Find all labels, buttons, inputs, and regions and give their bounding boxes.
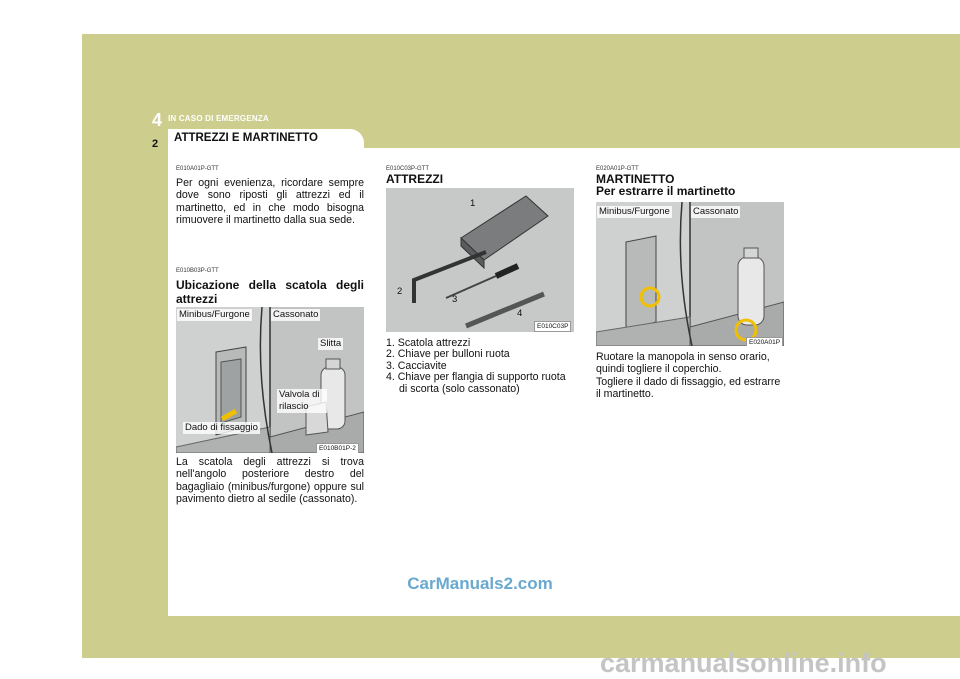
figure-label-valvola: Valvola di rilascio	[277, 389, 327, 413]
section-heading: ATTREZZI	[386, 172, 444, 186]
chapter-number: 4	[152, 110, 163, 130]
section-subheading: Per estrarre il martinetto	[596, 184, 736, 198]
figure-label-minibus: Minibus/Furgone	[599, 206, 670, 217]
chapter-title: IN CASO DI EMERGENZA	[168, 114, 269, 123]
list-item: 4. Chiave per flangia di supporto ruota	[386, 371, 566, 383]
ref-code: E010B03P-GTT	[176, 268, 219, 274]
body-paragraph: Ruotare la manopola in senso orario, quindi togliere il coperchio.	[596, 351, 770, 376]
figure-label-slitta: Slitta	[320, 338, 342, 349]
figure-number-1: 1	[470, 198, 476, 209]
figure-label-minibus: Minibus/Furgone	[179, 309, 250, 320]
figure-code: E020A01P	[746, 337, 783, 346]
figure-code: E010B01P-2	[316, 443, 359, 453]
section-heading: Ubicazione della scatola degli attrezzi	[176, 278, 364, 306]
figure-label-cassonato: Cassonato	[693, 206, 739, 217]
body-paragraph: Togliere il dado di fissaggio, ed estrarre il martinetto.	[596, 376, 781, 401]
figure-label-cassonato: Cassonato	[273, 309, 319, 320]
watermark-top: CarManuals2.com	[407, 574, 553, 593]
section-tab	[168, 129, 364, 148]
figure-number-2: 2	[397, 286, 403, 297]
list-item: 2. Chiave per bulloni ruota	[386, 348, 510, 360]
jack-removal-illustration	[596, 202, 784, 346]
toolbox-location-figure	[176, 307, 364, 453]
section-heading: MARTINETTO	[596, 172, 675, 186]
ref-code: E010C03P-GTT	[386, 166, 430, 172]
ref-code: E020A01P-GTT	[596, 166, 639, 172]
jack-removal-figure	[596, 202, 784, 346]
page-number: 2	[152, 138, 159, 150]
ref-code: E010A01P-GTT	[176, 166, 219, 172]
figure-number-3: 3	[452, 294, 458, 305]
tools-illustration	[386, 188, 574, 332]
section-title: ATTREZZI E MARTINETTO	[174, 132, 318, 144]
list-item: di scorta (solo cassonato)	[399, 383, 520, 395]
tools-figure	[386, 188, 574, 332]
figure-code: E010C03P	[534, 321, 571, 332]
list-item: 3. Cacciavite	[386, 360, 447, 372]
intro-paragraph: Per ogni evenienza, ricordare sempre dove sono riposti gli attrezzi ed il martinetto, ed in che modo bisogna rimuovere il martinetto dalla sua sede.	[176, 177, 364, 227]
figure-number-4: 4	[517, 308, 523, 319]
body-paragraph: La scatola degli attrezzi si trova nell'angolo posteriore destro del bagagliaio (minibus/furgone) oppure sul pavimento dietro al sedile (cassonato).	[176, 456, 364, 506]
figure-label-dado: Dado di fissaggio	[185, 422, 258, 433]
list-item: 1. Scatola attrezzi	[386, 337, 471, 349]
watermark-bottom: carmanualsonline.info	[600, 648, 887, 678]
